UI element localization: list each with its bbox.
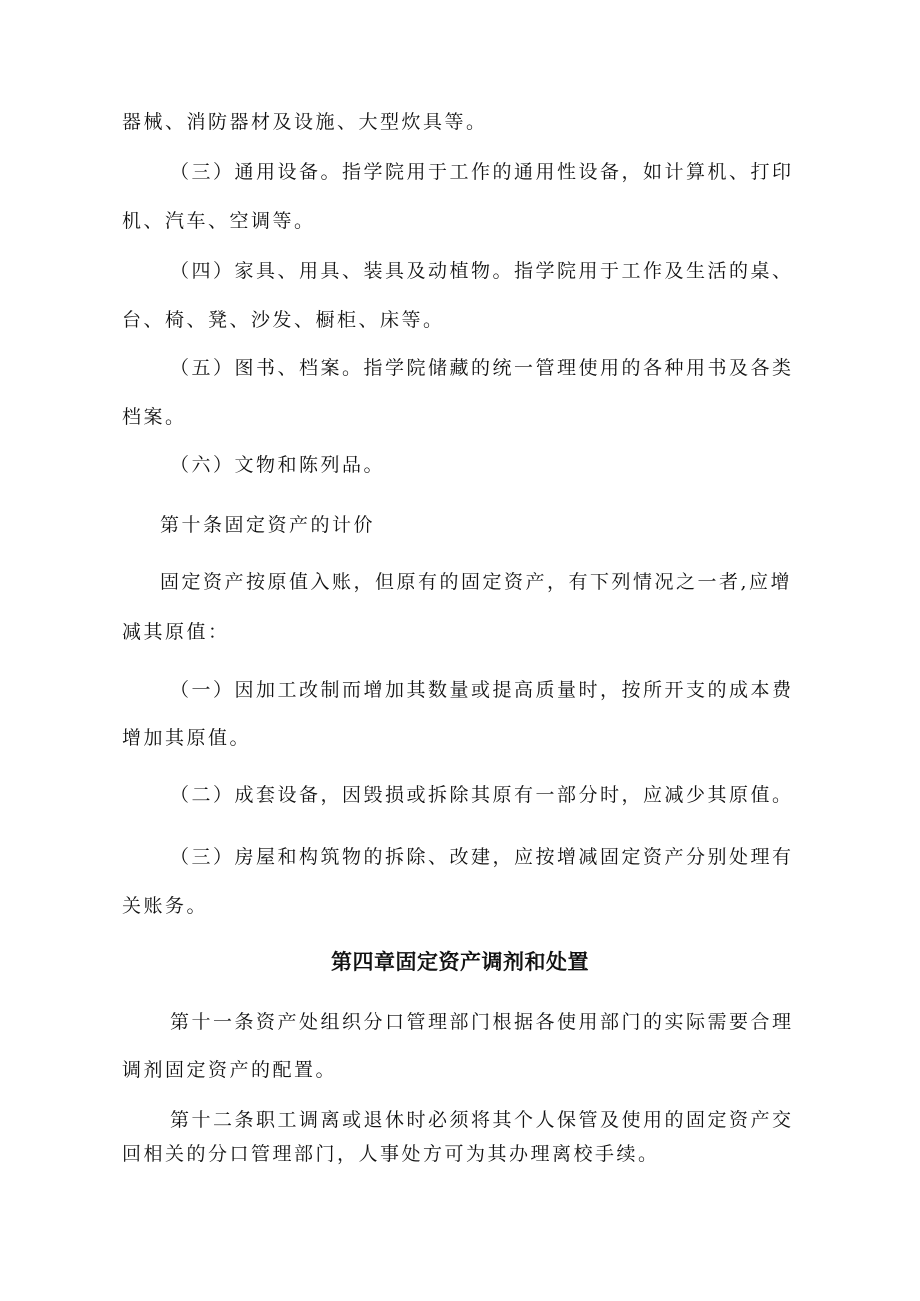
chapter-heading: 第四章固定资产调剂和处置 — [331, 950, 589, 974]
paragraph-line: （四）家具、用具、装具及动植物。指学院用于工作及生活的桌、 — [170, 260, 794, 282]
paragraph-line: （六）文物和陈列品。 — [170, 454, 386, 476]
paragraph-line: 减其原值： — [122, 621, 230, 643]
paragraph-line: 机、汽车、空调等。 — [122, 210, 316, 232]
paragraph-line: （二）成套设备，因毁损或拆除其原有一部分时，应减少其原值。 — [170, 784, 794, 806]
article-title: 第十条固定资产的计价 — [160, 514, 376, 536]
paragraph-line: 关账务。 — [122, 895, 209, 917]
paragraph-line: （一）因加工改制而增加其数量或提高质量时，按所开支的成本费 — [170, 679, 794, 701]
paragraph-line: 档案。 — [122, 406, 187, 428]
paragraph-line: （五）图书、档案。指学院储藏的统一管理使用的各种用书及各类 — [170, 357, 794, 379]
paragraph-line: 增加其原值。 — [122, 727, 252, 749]
paragraph-line: 调剂固定资产的配置。 — [122, 1059, 338, 1081]
paragraph-line: 第十二条职工调离或退休时必须将其个人保管及使用的固定资产交 — [170, 1109, 794, 1131]
paragraph-line: 第十一条资产处组织分口管理部门根据各使用部门的实际需要合理 — [170, 1011, 794, 1033]
paragraph-line: 回相关的分口管理部门，人事处方可为其办理离校手续。 — [122, 1143, 660, 1165]
paragraph-line: 器械、消防器材及设施、大型炊具等。 — [122, 111, 488, 133]
paragraph-line: （三）房屋和构筑物的拆除、改建，应按增减固定资产分别处理有 — [170, 846, 794, 868]
paragraph-line: 台、椅、凳、沙发、橱柜、床等。 — [122, 309, 445, 331]
paragraph-line: （三）通用设备。指学院用于工作的通用性设备，如计算机、打印 — [170, 161, 794, 183]
paragraph-line: 固定资产按原值入账，但原有的固定资产，有下列情况之一者,应增 — [160, 571, 793, 593]
